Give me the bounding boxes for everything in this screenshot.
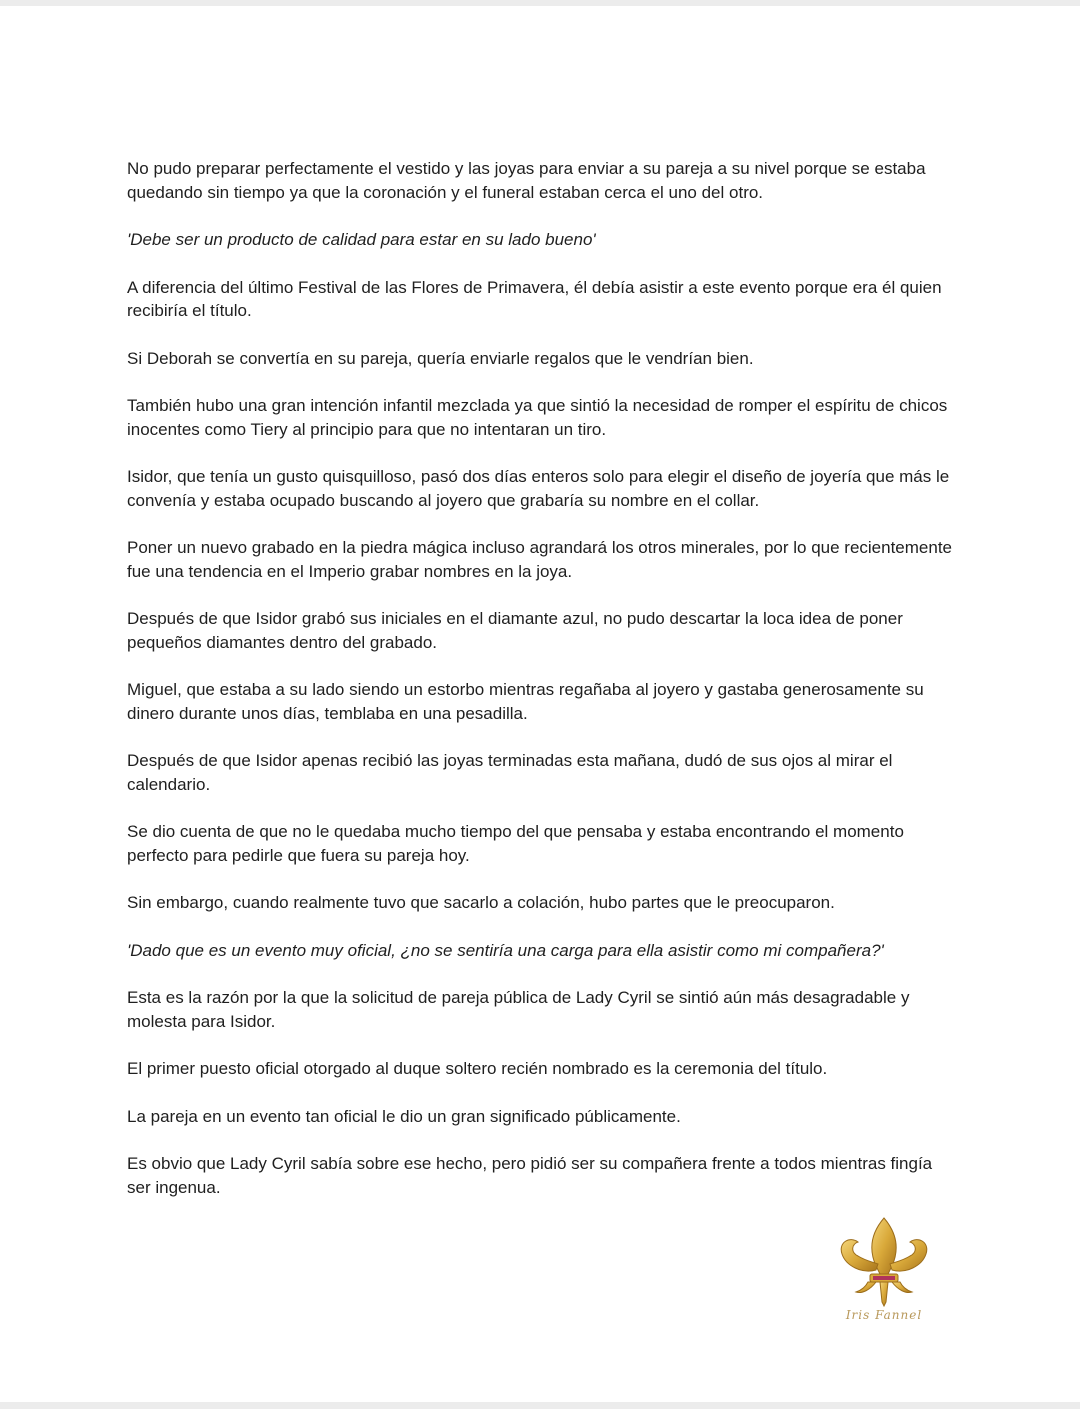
italic-paragraph: 'Dado que es un evento muy oficial, ¿no se sentiría una carga para ella asistir como mi compañera?' <box>127 940 884 960</box>
paragraph: También hubo una gran intención infantil mezclada ya que sintió la necesidad de romper el espíritu de chicos inocentes como Tiery al principio para que no intentaran un tiro. <box>127 396 948 439</box>
paragraph: Miguel, que estaba a su lado siendo un estorbo mientras regañaba al joyero y gastaba generosamente su dinero durante unos días, temblaba en una pesadilla. <box>127 680 924 723</box>
paragraph: No pudo preparar perfectamente el vestido y las joyas para enviar a su pareja a su nivel porque se estaba quedando sin tiempo ya que la coronación y el funeral estaban cerca el uno del otro. <box>127 159 926 202</box>
paragraph: Después de que Isidor apenas recibió las joyas terminadas esta mañana, dudó de sus ojos al mirar el calendario. <box>127 751 893 794</box>
paragraph: Poner un nuevo grabado en la piedra mágica incluso agrandará los otros minerales, por lo que recientemente fue una tendencia en el Imperio grabar nombres en la joya. <box>127 538 953 581</box>
paragraph: La pareja en un evento tan oficial le dio un gran significado públicamente. <box>127 1106 681 1126</box>
paragraph: Esta es la razón por la que la solicitud de pareja pública de Lady Cyril se sintió aún más desagradable y molesta para Isidor. <box>127 988 910 1031</box>
paragraph: Es obvio que Lady Cyril sabía sobre ese hecho, pero pidió ser su compañera frente a todos mientras fingía ser ingenua. <box>127 1154 933 1197</box>
paragraph: Si Deborah se convertía en su pareja, quería enviarle regalos que le vendrían bien. <box>127 348 754 368</box>
logo-signature: Iris Fannel <box>845 1308 923 1322</box>
paragraph: Se dio cuenta de que no le quedaba mucho tiempo del que pensaba y estaba encontrando el momento perfecto para pedirle que fuera su pareja hoy. <box>127 822 904 865</box>
paragraph: A diferencia del último Festival de las Flores de Primavera, él debía asistir a este evento porque era él quien recibiría el título. <box>127 277 942 320</box>
document-body <box>127 157 957 1223</box>
italic-paragraph: 'Debe ser un producto de calidad para estar en su lado bueno' <box>127 230 596 249</box>
paragraph: El primer puesto oficial otorgado al duque soltero recién nombrado es la ceremonia del título. <box>127 1059 828 1078</box>
paragraph: Después de que Isidor grabó sus iniciales en el diamante azul, no pudo descartar la loca idea de poner pequeños diamantes dentro del grabado. <box>127 609 903 652</box>
paragraph: Sin embargo, cuando realmente tuvo que sacarlo a colación, hubo partes que le preocuparon. <box>127 893 835 912</box>
document-page <box>0 6 1080 1402</box>
paragraph: Isidor, que tenía un gusto quisquilloso, pasó dos días enteros solo para elegir el diseño de joyería que más le convenía y estaba ocupado buscando al joyero que grabaría su nombre en el collar. <box>127 467 950 510</box>
